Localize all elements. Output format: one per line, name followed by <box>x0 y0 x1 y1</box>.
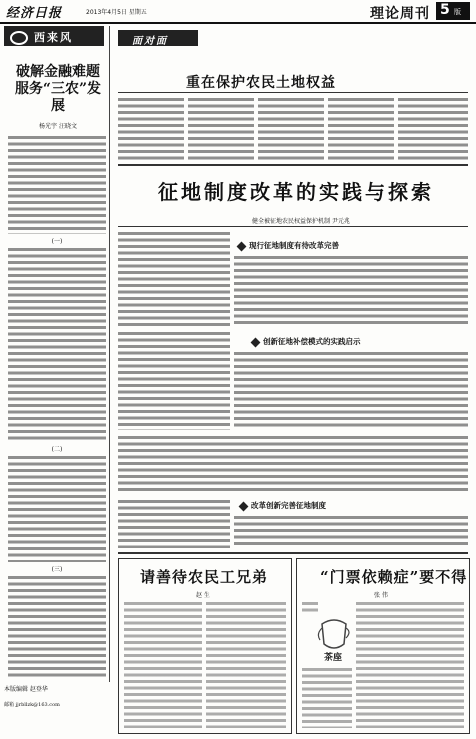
subhead <box>240 500 326 511</box>
page-number-badge <box>436 2 470 20</box>
page-label: 版 <box>454 8 461 16</box>
diamond-icon <box>251 337 261 347</box>
top-article-body <box>118 96 184 160</box>
bottom-right-body <box>302 600 318 612</box>
main-article-body <box>234 514 468 548</box>
main-article-body <box>118 330 230 430</box>
subhead-text: 创新征地补偿模式的实践启示 <box>263 337 361 346</box>
divider <box>118 92 468 93</box>
column-name: 西来风 <box>34 31 73 44</box>
left-article-body <box>8 454 106 562</box>
top-article-body <box>328 96 394 160</box>
bottom-right-body <box>356 600 464 728</box>
left-column <box>4 26 110 682</box>
bottom-left-body <box>124 600 202 728</box>
main-article-body <box>118 498 230 548</box>
section-marker: (三) <box>51 566 63 573</box>
top-article-body <box>398 96 468 160</box>
column-name: 面对面 <box>132 36 168 47</box>
bottom-right-byline: 张 伟 <box>374 592 388 599</box>
divider <box>118 164 468 166</box>
diamond-icon <box>237 241 247 251</box>
fan-logo-icon <box>10 31 28 45</box>
bottom-left-byline: 赵 生 <box>196 592 210 599</box>
top-article-body <box>258 96 324 160</box>
left-headline: 破解金融难题服务“三农”发展 <box>14 64 102 114</box>
masthead: 经济日报 <box>6 6 63 21</box>
main-headline: 征地制度改革的实践与探索 <box>158 180 434 204</box>
column-seal: 茶座 <box>324 653 343 663</box>
section-title: 理论周刊 <box>370 6 430 22</box>
top-headline: 重在保护农民土地权益 <box>186 75 336 91</box>
section-marker: (二) <box>51 446 63 453</box>
left-article-body <box>8 134 106 234</box>
subhead-text: 现行征地制度有待改革完善 <box>249 241 339 250</box>
main-article-body <box>118 230 230 326</box>
page-number: 5 <box>440 2 450 18</box>
left-article-body <box>8 574 106 678</box>
page-editor: 本版编辑 赵登华 <box>4 686 48 693</box>
divider <box>118 552 468 554</box>
diamond-icon <box>239 501 249 511</box>
column-banner <box>118 30 198 46</box>
main-byline: 健全被征地农民权益保护机制 尹元兆 <box>252 218 350 225</box>
top-article-body <box>188 96 254 160</box>
left-byline: 杨光宇 汪晓文 <box>39 123 77 130</box>
subhead <box>238 240 339 251</box>
bottom-left-headline: 请善待农民工兄弟 <box>140 568 269 586</box>
column-banner <box>4 26 104 46</box>
left-article-body <box>8 246 106 442</box>
bottom-right-headline: “门票依赖症”要不得 <box>320 568 468 586</box>
bottom-left-body <box>206 600 286 728</box>
bottom-right-body <box>302 666 352 728</box>
main-article-body <box>234 350 468 430</box>
subhead <box>252 336 361 347</box>
divider <box>118 226 468 227</box>
dateline: 2013年4月5日 星期五 <box>86 9 147 16</box>
section-marker: (一) <box>51 238 63 245</box>
main-article-body <box>118 434 468 494</box>
subhead-text: 改革创新完善征地制度 <box>251 501 326 510</box>
editor-email: 邮箱 jjrbllzk@163.com <box>4 702 60 708</box>
main-article-body <box>234 254 468 326</box>
page-header <box>0 0 476 24</box>
